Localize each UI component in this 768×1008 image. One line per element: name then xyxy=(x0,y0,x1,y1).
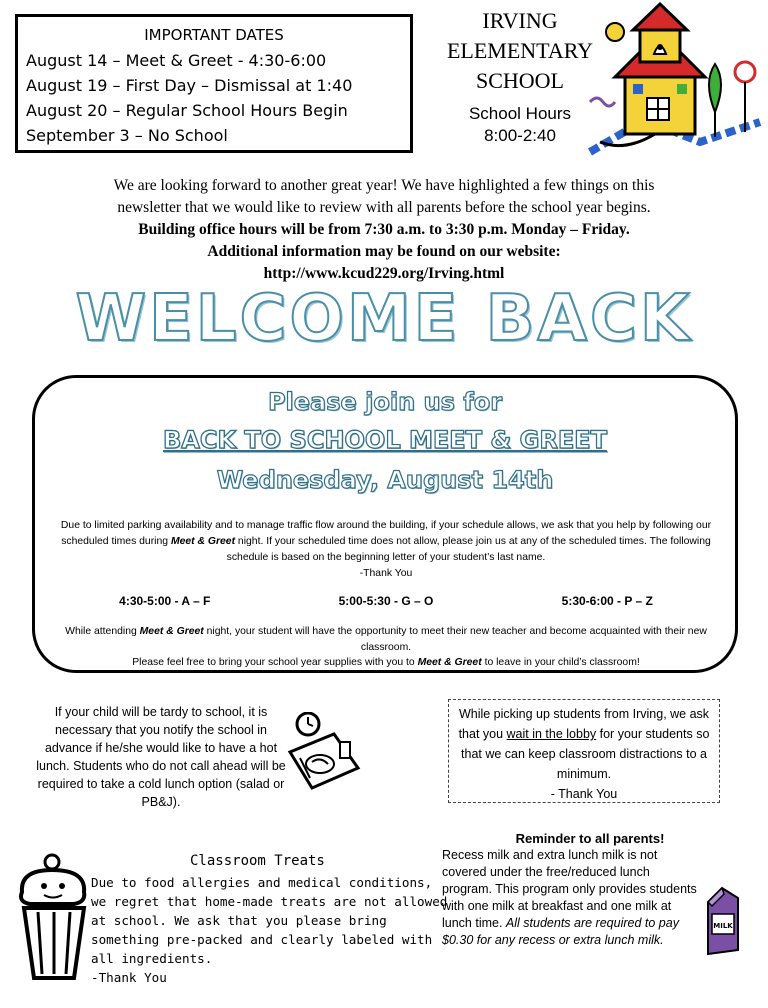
meet-greet-line1: Please join us for xyxy=(267,388,503,416)
tardy-notice: If your child will be tardy to school, it is necessary that you notify the school in advance if he/she would like to have a hot lunch. Students who do not call ahead will be required to take a cold lunch option (salad or PB&J). xyxy=(36,705,286,809)
schedule-slot: 4:30-5:00 - A – F xyxy=(119,594,211,608)
intro-line: newsletter that we would like to review with all parents before the school year begins. xyxy=(117,199,651,216)
school-hours xyxy=(440,103,600,147)
website-link[interactable]: http://www.kcud229.org/Irving.html xyxy=(263,265,505,282)
date-line: August 14 – Meet & Greet - 4:30-6:00 xyxy=(26,51,327,70)
intro-text xyxy=(20,175,748,285)
reminder-title: Reminder to all parents! xyxy=(515,831,665,846)
meet-greet-note: While attending Meet & Greet night, your student will have the opportunity to meet their new teacher and become acquainted with their new classroom. Please feel free to bring your school year supplies with you to Meet & Greet to leave in your child’s classroom! xyxy=(65,626,707,668)
milk-label: MILK xyxy=(713,922,733,930)
date-line: August 20 – Regular School Hours Begin xyxy=(26,101,348,120)
treats-title: Classroom Treats xyxy=(190,853,325,869)
pickup-thanks: - Thank You xyxy=(550,787,618,801)
school-name-line: IRVING xyxy=(482,8,558,33)
milk-carton-icon xyxy=(700,884,746,956)
meet-greet-schedule xyxy=(55,594,717,608)
important-dates-title: IMPORTANT DATES xyxy=(144,26,284,44)
pickup-notice: While picking up students from Irving, we ask that you wait in the lobby for your students so that we can keep classroom distractions to a minimum. - Thank You xyxy=(448,699,720,803)
school-name-line: ELEMENTARY xyxy=(446,38,594,63)
schoolhouse-icon xyxy=(585,2,763,162)
school-hours-value: 8:00-2:40 xyxy=(484,126,556,145)
intro-line: We are looking forward to another great year! We have highlighted a few things on this xyxy=(113,177,655,194)
school-hours-label: School Hours xyxy=(468,104,572,123)
office-hours: Building office hours will be from 7:30 a.m. to 3:30 p.m. Monday – Friday. xyxy=(138,221,630,238)
important-dates-box xyxy=(15,14,413,153)
schedule-slot: 5:30-6:00 - P – Z xyxy=(561,594,653,608)
reminder-body: Recess milk and extra lunch milk is not covered under the free/reduced lunch program. This program only provides students with one milk at breakfast and one milk at lunch time. All students are required to pay $0.30 for any recess or extra lunch milk. xyxy=(442,848,697,947)
date-line: August 19 – First Day – Dismissal at 1:40 xyxy=(26,76,353,95)
cupcake-icon xyxy=(14,852,94,984)
school-name-line: SCHOOL xyxy=(475,68,564,93)
schedule-slot: 5:00-5:30 - G – O xyxy=(338,594,434,608)
lunch-tray-icon xyxy=(282,712,362,792)
meet-greet-date: Wednesday, August 14th xyxy=(216,466,554,494)
meet-greet-box xyxy=(32,375,738,673)
website-note: Additional information may be found on our website: xyxy=(207,243,561,260)
welcome-heading: WELCOME BACK xyxy=(75,282,693,356)
date-line: September 3 – No School xyxy=(26,126,228,145)
treats-thanks: -Thank You xyxy=(91,970,167,985)
treats-body: Due to food allergies and medical conditions, we regret that home-made treats are not allowed at school. We ask that you please bring something pre-packed and clearly labeled with all ingredients. -Thank You xyxy=(91,873,451,987)
meet-greet-line2: BACK TO SCHOOL MEET & GREET xyxy=(162,426,608,454)
meet-greet-thanks: -Thank You xyxy=(359,568,413,579)
meet-greet-body: Due to limited parking availability and to manage traffic flow around the building, if your schedule allows, we ask that you help by following our scheduled times during Meet & Greet night. If your scheduled time does not allow, please join us at any of the scheduled times. The following schedule is based on the beginning letter of your student’s last name. -Thank You xyxy=(55,518,717,582)
